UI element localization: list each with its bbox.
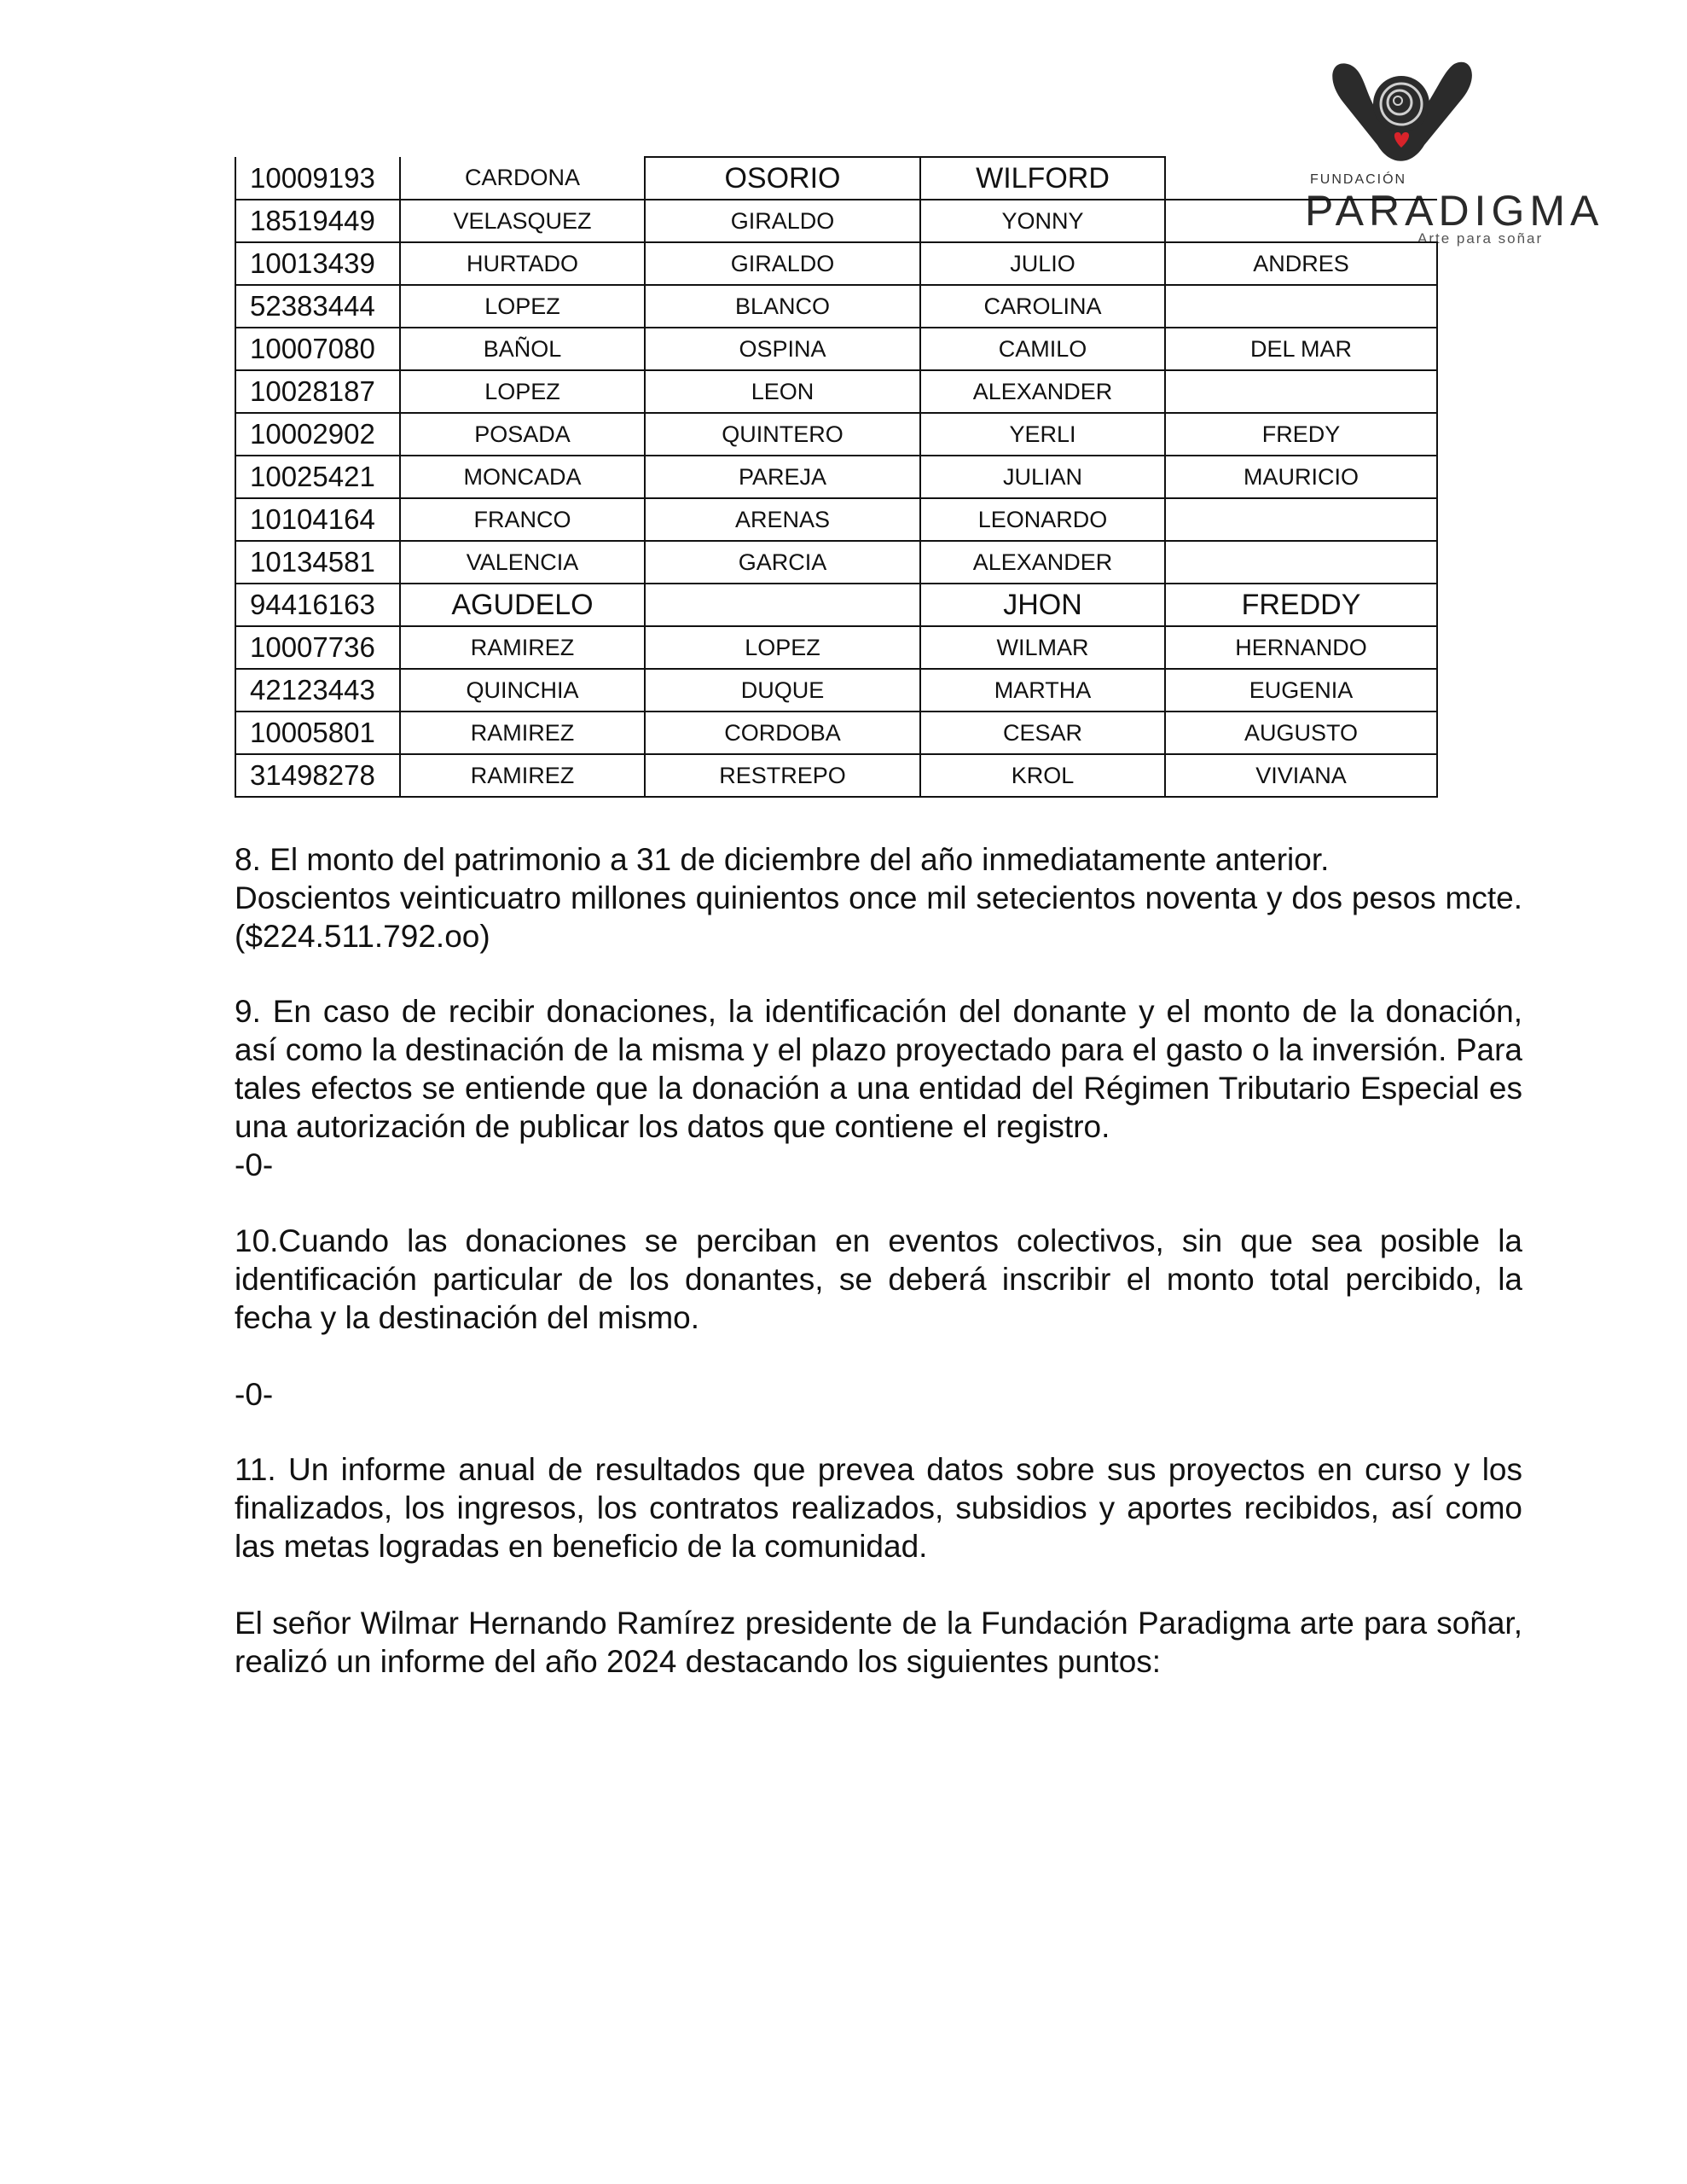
id-cell: 10007080: [235, 328, 400, 370]
table-row: [235, 413, 1437, 456]
table-row: [235, 541, 1437, 584]
name-cell: YONNY: [920, 200, 1165, 242]
id-cell: 10134581: [235, 541, 400, 584]
id-cell: 52383444: [235, 285, 400, 328]
section-9-marker: -0-: [235, 1147, 274, 1182]
name-cell: [1165, 200, 1437, 242]
name-cell: HERNANDO: [1165, 626, 1437, 669]
name-cell: GIRALDO: [645, 200, 920, 242]
id-cell: 10025421: [235, 456, 400, 498]
name-cell: OSPINA: [645, 328, 920, 370]
id-cell: 18519449: [235, 200, 400, 242]
name-cell: BLANCO: [645, 285, 920, 328]
id-cell: 10028187: [235, 370, 400, 413]
name-cell: FREDDY: [1165, 584, 1437, 626]
name-cell: BAÑOL: [400, 328, 645, 370]
section-8-body: Doscientos veinticuatro millones quinientos once mil setecientos noventa y dos pesos mcte. ($224.511.792.oo): [235, 880, 1522, 954]
name-cell: YERLI: [920, 413, 1165, 456]
id-cell: 10009193: [235, 157, 400, 200]
id-cell: 42123443: [235, 669, 400, 712]
table-row: [235, 285, 1437, 328]
name-cell: LOPEZ: [400, 370, 645, 413]
table-row: [235, 242, 1437, 285]
section-8-title: 8. El monto del patrimonio a 31 de diciembre del año inmediatamente anterior.: [235, 842, 1330, 877]
name-cell: [1165, 157, 1437, 200]
section-10-marker: -0-: [235, 1377, 274, 1412]
name-cell: KROL: [920, 754, 1165, 797]
table-row: [235, 157, 1437, 200]
name-cell: [645, 584, 920, 626]
members-table: [235, 156, 1438, 798]
name-cell: GIRALDO: [645, 242, 920, 285]
name-cell: GARCIA: [645, 541, 920, 584]
section-9-body: 9. En caso de recibir donaciones, la identificación del donante y el monto de la donación, así como la destinación de la misma y el plazo proyectado para el gasto o la inversión. Para tales efectos se entiende que la donación a una entidad del Régimen Tributario Especial es una autorización de publicar los datos que contiene el registro.: [235, 994, 1522, 1144]
name-cell: MARTHA: [920, 669, 1165, 712]
name-cell: ALEXANDER: [920, 370, 1165, 413]
name-cell: CORDOBA: [645, 712, 920, 754]
name-cell: FREDY: [1165, 413, 1437, 456]
name-cell: [1165, 498, 1437, 541]
table-row: [235, 200, 1437, 242]
name-cell: FRANCO: [400, 498, 645, 541]
name-cell: CESAR: [920, 712, 1165, 754]
name-cell: JULIAN: [920, 456, 1165, 498]
section-10-body: 10.Cuando las donaciones se perciban en eventos colectivos, sin que sea posible la identificación particular de los donantes, se deberá inscribir el monto total percibido, la fecha y la destinación del mismo.: [235, 1223, 1522, 1335]
name-cell: RAMIREZ: [400, 626, 645, 669]
section-10: [235, 1222, 1522, 1414]
section-11: [235, 1450, 1522, 1565]
id-cell: 10013439: [235, 242, 400, 285]
id-cell: 94416163: [235, 584, 400, 626]
table-row: [235, 669, 1437, 712]
name-cell: CAMILO: [920, 328, 1165, 370]
name-cell: WILMAR: [920, 626, 1165, 669]
name-cell: PAREJA: [645, 456, 920, 498]
table-row: [235, 328, 1437, 370]
name-cell: LEONARDO: [920, 498, 1165, 541]
name-cell: POSADA: [400, 413, 645, 456]
section-9: [235, 992, 1522, 1184]
name-cell: JULIO: [920, 242, 1165, 285]
name-cell: AGUDELO: [400, 584, 645, 626]
section-8: [235, 840, 1522, 956]
name-cell: CARDONA: [400, 157, 645, 200]
table-row: [235, 626, 1437, 669]
logo-subtitle: FUNDACIÓN: [1310, 172, 1407, 187]
name-cell: RAMIREZ: [400, 712, 645, 754]
name-cell: DUQUE: [645, 669, 920, 712]
closing-text: El señor Wilmar Hernando Ramírez presidente de la Fundación Paradigma arte para soñar, realizó un informe del año 2024 destacando los siguientes puntos:: [235, 1606, 1522, 1679]
name-cell: RAMIREZ: [400, 754, 645, 797]
name-cell: MONCADA: [400, 456, 645, 498]
name-cell: CAROLINA: [920, 285, 1165, 328]
id-cell: 10002902: [235, 413, 400, 456]
logo-name: PARADIGMA: [1305, 187, 1604, 235]
id-cell: 10005801: [235, 712, 400, 754]
name-cell: [1165, 285, 1437, 328]
name-cell: MAURICIO: [1165, 456, 1437, 498]
id-cell: 10104164: [235, 498, 400, 541]
table-row: [235, 712, 1437, 754]
name-cell: ALEXANDER: [920, 541, 1165, 584]
id-cell: 31498278: [235, 754, 400, 797]
table-row: [235, 498, 1437, 541]
id-cell: 10007736: [235, 626, 400, 669]
name-cell: QUINCHIA: [400, 669, 645, 712]
name-cell: LOPEZ: [400, 285, 645, 328]
name-cell: QUINTERO: [645, 413, 920, 456]
name-cell: VELASQUEZ: [400, 200, 645, 242]
name-cell: LOPEZ: [645, 626, 920, 669]
name-cell: RESTREPO: [645, 754, 920, 797]
name-cell: VIVIANA: [1165, 754, 1437, 797]
name-cell: OSORIO: [645, 157, 920, 200]
name-cell: [1165, 541, 1437, 584]
table-row: [235, 754, 1437, 797]
name-cell: LEON: [645, 370, 920, 413]
table-row: [235, 584, 1437, 626]
name-cell: JHON: [920, 584, 1165, 626]
table-row: [235, 370, 1437, 413]
closing-paragraph: [235, 1604, 1522, 1681]
table-row: [235, 456, 1437, 498]
name-cell: DEL MAR: [1165, 328, 1437, 370]
section-11-body: 11. Un informe anual de resultados que prevea datos sobre sus proyectos en curso y los finalizados, los ingresos, los contratos realizados, subsidios y aportes recibidos, así como las metas logradas en beneficio de la comunidad.: [235, 1452, 1522, 1564]
name-cell: ANDRES: [1165, 242, 1437, 285]
name-cell: AUGUSTO: [1165, 712, 1437, 754]
logo-tagline: Arte para soñar: [1417, 230, 1544, 247]
name-cell: VALENCIA: [400, 541, 645, 584]
name-cell: WILFORD: [920, 157, 1165, 200]
name-cell: [1165, 370, 1437, 413]
name-cell: HURTADO: [400, 242, 645, 285]
name-cell: EUGENIA: [1165, 669, 1437, 712]
name-cell: ARENAS: [645, 498, 920, 541]
